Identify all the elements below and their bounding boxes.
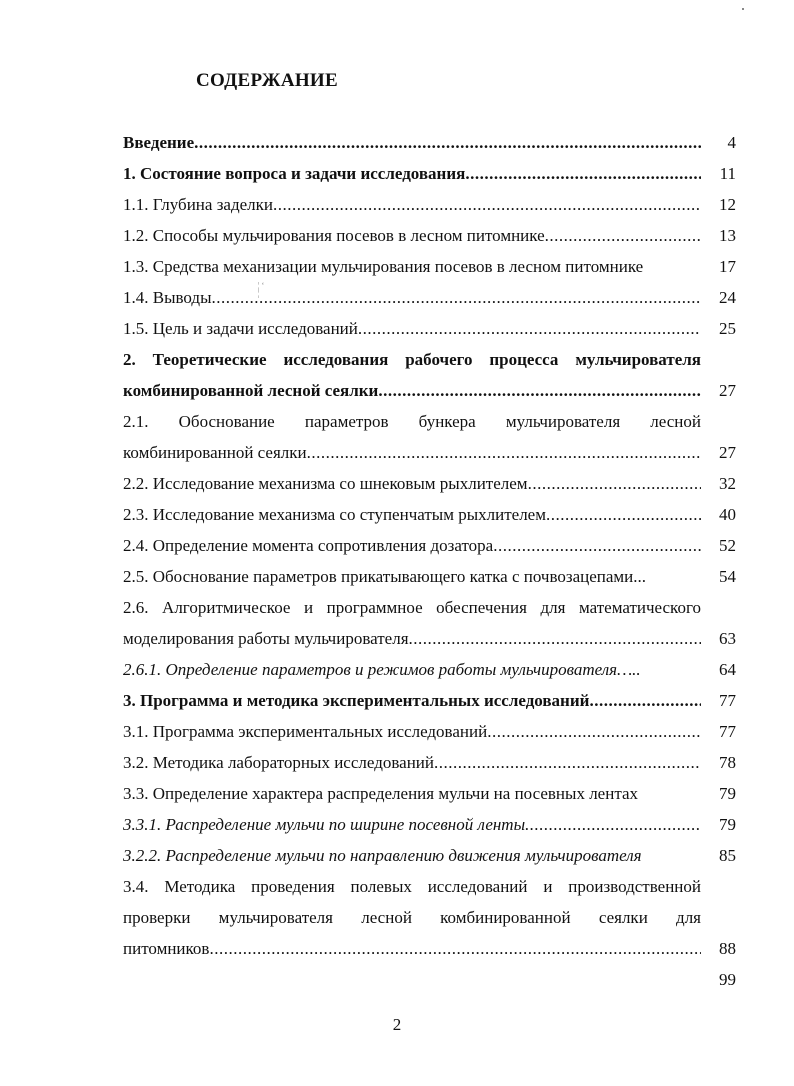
toc-entry-page: 79 [719, 784, 736, 803]
toc-entry [123, 437, 736, 468]
table-of-contents [123, 127, 736, 995]
toc-entry [123, 964, 736, 995]
toc-entry-title: 3.3. Определение характера распределения мульчи на посевных лентах [123, 784, 638, 803]
toc-entry [123, 406, 736, 437]
toc-entry-title: 1.2. Способы мульчирования посевов в лесном питомнике ..... [123, 220, 701, 251]
toc-entry [123, 685, 736, 716]
toc-entry [123, 158, 736, 189]
toc-entry-title: 2.2. Исследование механизма со шнековым рыхлителем ..... [123, 468, 701, 499]
toc-entry-title: 3.2.2. Распределение мульчи по направлению движения мульчирователя [123, 846, 642, 865]
toc-entry-title: 2.6.1. Определение параметров и режимов работы мульчирователя….. [123, 660, 641, 679]
toc-entry-title: комбинированной лесной сеялки ..... [123, 375, 701, 406]
toc-entry-page: 63 [719, 629, 736, 648]
toc-entry-page: 99 [719, 970, 736, 989]
toc-entry [123, 530, 736, 561]
toc-entry-title: проверки мульчирователя лесной комбинированной сеялки для [123, 908, 701, 927]
toc-entry-title: 3.3.1. Распределение мульчи по ширине посевной ленты ..... [123, 809, 701, 840]
toc-entry-title: 1.1. Глубина заделки ..... [123, 189, 701, 220]
toc-entry-title: 2.5. Обоснование параметров прикатывающего катка с почвозацепами... [123, 567, 647, 586]
toc-entry-page: 78 [719, 753, 736, 772]
toc-entry [123, 251, 736, 282]
toc-entry-page: 27 [719, 381, 736, 400]
toc-entry-title: 3. Программа и методика экспериментальных исследований ..... [123, 685, 701, 716]
toc-entry-title: 2.3. Исследование механизма со ступенчатым рыхлителем ..... [123, 499, 701, 530]
toc-entry [123, 220, 736, 251]
toc-entry-title: питомников ..... [123, 933, 701, 964]
toc-entry-page: 13 [719, 226, 736, 245]
toc-entry-page: 77 [719, 691, 736, 710]
toc-entry-page: 79 [719, 815, 736, 834]
toc-entry-title: моделирования работы мульчирователя ..... [123, 623, 701, 654]
scan-mark [742, 8, 744, 10]
toc-entry-title: 1.4. Выводы ..... [123, 282, 701, 313]
toc-entry-title: 2.6. Алгоритмическое и программное обеспечения для математического [123, 598, 701, 617]
toc-entry [123, 840, 736, 871]
toc-entry-title: 1.3. Средства механизации мульчирования посевов в лесном питомнике [123, 257, 644, 276]
toc-entry-page: 17 [719, 257, 736, 276]
toc-entry [123, 344, 736, 375]
toc-entry-page: 12 [719, 195, 736, 214]
toc-entry [123, 654, 736, 685]
toc-entry-page: 54 [719, 567, 736, 586]
toc-entry [123, 592, 736, 623]
toc-entry-page: 40 [719, 505, 736, 524]
toc-entry-page: 27 [719, 443, 736, 462]
toc-entry-title: 1. Состояние вопроса и задачи исследования ..... [123, 158, 701, 189]
scan-speck: ¦ ‘ ¦ [258, 281, 265, 298]
page-title: СОДЕРЖАНИЕ [196, 70, 338, 91]
toc-entry [123, 809, 736, 840]
toc-entry-title: 1.5. Цель и задачи исследований ..... [123, 313, 701, 344]
page-number: 2 [392, 1015, 402, 1034]
toc-entry-title: Введение ..... [123, 127, 701, 158]
toc-entry-page: 88 [719, 939, 736, 958]
toc-entry [123, 871, 736, 902]
toc-entry-title: 2. Теоретические исследования рабочего процесса мульчирователя [123, 350, 701, 369]
toc-entry-page: 85 [719, 846, 736, 865]
toc-entry [123, 778, 736, 809]
toc-entry [123, 127, 736, 158]
toc-entry [123, 375, 736, 406]
toc-entry-title: 2.4. Определение момента сопротивления дозатора ..... [123, 530, 701, 561]
toc-entry-title: комбинированной сеялки ..... [123, 437, 701, 468]
toc-entry [123, 747, 736, 778]
toc-entry-page: 24 [719, 288, 736, 307]
toc-entry [123, 716, 736, 747]
toc-entry [123, 313, 736, 344]
toc-entry [123, 902, 736, 933]
toc-entry-page: 77 [719, 722, 736, 741]
toc-entry-page: 52 [719, 536, 736, 555]
toc-entry-page: 64 [719, 660, 736, 679]
toc-entry-title: 2.1. Обоснование параметров бункера мульчирователя лесной [123, 412, 701, 431]
toc-entry-title: 3.2. Методика лабораторных исследований ..... [123, 747, 701, 778]
toc-entry [123, 189, 736, 220]
toc-entry-page: 32 [719, 474, 736, 493]
toc-entry [123, 468, 736, 499]
toc-entry-page: 4 [727, 133, 736, 152]
toc-entry [123, 561, 736, 592]
toc-entry-page: 11 [719, 164, 736, 183]
toc-entry [123, 623, 736, 654]
toc-entry-page: 25 [719, 319, 736, 338]
toc-entry-title: 3.1. Программа экспериментальных исследований ..... [123, 716, 701, 747]
toc-entry [123, 282, 736, 313]
toc-entry-title: 3.4. Методика проведения полевых исследований и производственной [123, 877, 701, 896]
toc-entry [123, 499, 736, 530]
toc-entry [123, 933, 736, 964]
